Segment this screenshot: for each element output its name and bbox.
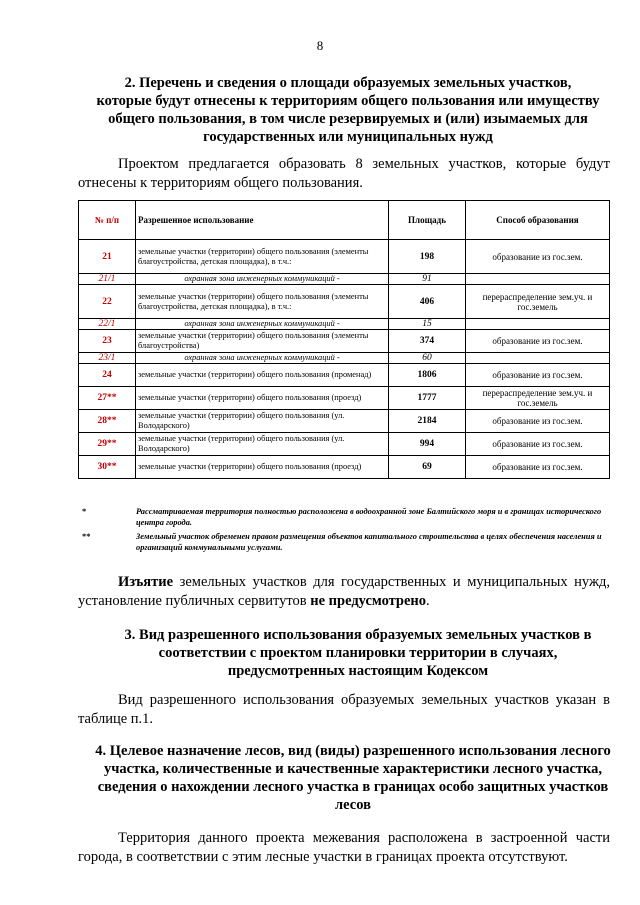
parcels-table <box>78 200 610 479</box>
row-area: 91 <box>389 274 466 285</box>
row-area: 198 <box>389 240 466 274</box>
seizure-middle: земельных участков для государственных и муниципальных нужд, установление публичных сервитутов <box>78 574 610 609</box>
row-number: 22/1 <box>79 319 136 330</box>
seizure-end: . <box>426 593 430 609</box>
row-number: 27** <box>79 387 136 410</box>
row-number: 22 <box>79 285 136 319</box>
footnote <box>78 531 618 553</box>
table-row <box>79 330 610 353</box>
section4-heading: 4. Целевое назначение лесов, вид (виды) разрешенного использования лесного участка, количественные и качественные характеристики лесного участка, сведения о нахождении лесного участка в границах особо защитных участков лесов <box>95 743 611 813</box>
row-number: 28** <box>79 410 136 433</box>
row-area: 15 <box>389 319 466 330</box>
footnote-mark: * <box>82 507 87 516</box>
row-use: земельные участки (территории) общего пользования (проезд) <box>136 387 389 410</box>
table-row <box>79 387 610 410</box>
row-number: 23/1 <box>79 353 136 364</box>
row-use: охранная зона инженерных коммуникаций - <box>136 274 389 285</box>
row-method <box>466 319 610 330</box>
footnote <box>78 506 618 528</box>
row-method <box>466 353 610 364</box>
table-header-row <box>79 201 610 240</box>
row-use: охранная зона инженерных коммуникаций - <box>136 353 389 364</box>
row-method: образование из гос.зем. <box>466 433 610 456</box>
table-row <box>79 410 610 433</box>
row-area: 60 <box>389 353 466 364</box>
table-subrow <box>79 353 610 364</box>
row-area: 994 <box>389 433 466 456</box>
row-method: образование из гос.зем. <box>466 456 610 479</box>
row-method: образование из гос.зем. <box>466 240 610 274</box>
row-use: земельные участки (территории) общего пользования (элементы благоустройства, детская площадка), в т.ч.: <box>136 285 389 319</box>
row-method: перераспределение зем.уч. и гос.земель <box>466 285 610 319</box>
row-area: 374 <box>389 330 466 353</box>
footnote-text: Рассматриваемая территория полностью расположена в водоохранной зоне Балтийского моря и в границах исторического центра города. <box>136 507 602 527</box>
row-method: образование из гос.зем. <box>466 410 610 433</box>
section2-heading: 2. Перечень и сведения о площади образуемых земельных участков, которые будут отнесены к территориям общего пользования или имуществу общего пользования, в том числе резервируемых и (или) изымаемых для государственных или муниципальных нужд <box>96 75 600 145</box>
row-area: 1806 <box>389 364 466 387</box>
table-row <box>79 285 610 319</box>
row-area: 2184 <box>389 410 466 433</box>
row-use: земельные участки (территории) общего пользования (променад) <box>136 364 389 387</box>
table-subrow <box>79 319 610 330</box>
row-method: образование из гос.зем. <box>466 330 610 353</box>
col-header-area: Площадь <box>389 201 466 240</box>
row-use: земельные участки (территории) общего пользования (ул. Володарского) <box>136 433 389 456</box>
row-use: земельные участки (территории) общего пользования (проезд) <box>136 456 389 479</box>
row-area: 1777 <box>389 387 466 410</box>
table-subrow <box>79 274 610 285</box>
row-number: 29** <box>79 433 136 456</box>
row-area: 69 <box>389 456 466 479</box>
row-method <box>466 274 610 285</box>
seizure-lead: Изъятие <box>118 574 174 590</box>
row-number: 21/1 <box>79 274 136 285</box>
row-use: земельные участки (территории) общего пользования (ул. Володарского) <box>136 410 389 433</box>
footnote-mark: ** <box>82 532 91 541</box>
seizure-tail: не предусмотрено <box>310 593 427 609</box>
row-use: земельные участки (территории) общего пользования (элементы благоустройства, детская площадка), в т.ч.: <box>136 240 389 274</box>
row-method: образование из гос.зем. <box>466 364 610 387</box>
section3-text: Вид разрешенного использования образуемых земельных участков указан в таблице п.1. <box>78 692 610 727</box>
table-row <box>79 240 610 274</box>
col-header-use: Разрешенное использование <box>136 201 389 240</box>
row-use: земельные участки (территории) общего пользования (элементы благоустройства) <box>136 330 389 353</box>
row-use: охранная зона инженерных коммуникаций - <box>136 319 389 330</box>
row-method: перераспределение зем.уч. и гос.земель <box>466 387 610 410</box>
row-area: 406 <box>389 285 466 319</box>
table-row <box>79 364 610 387</box>
page-number: 8 <box>316 38 324 53</box>
section3-heading: 3. Вид разрешенного использования образуемых земельных участков в соответствии с проектом планировки территории в случаях, предусмотренных настоящим Кодексом <box>124 627 592 679</box>
section4-text: Территория данного проекта межевания расположена в застроенной части города, в соответствии с этим лесные участки в границах проекта отсутствуют. <box>78 830 610 865</box>
row-number: 23 <box>79 330 136 353</box>
col-header-number: № п/п <box>79 201 136 240</box>
footnote-text: Земельный участок обременен правом размещения объектов капитального строительства в целях обеспечения населения и организаций коммунальными услугами. <box>136 532 602 552</box>
row-number: 24 <box>79 364 136 387</box>
table-row <box>79 456 610 479</box>
seizure-paragraph <box>78 573 610 611</box>
col-header-method: Способ образования <box>466 201 610 240</box>
table-footnotes <box>78 506 618 556</box>
row-number: 30** <box>79 456 136 479</box>
row-number: 21 <box>79 240 136 274</box>
section2-intro: Проектом предлагается образовать 8 земельных участков, которые будут отнесены к территориям общего пользования. <box>78 156 610 191</box>
table-row <box>79 433 610 456</box>
